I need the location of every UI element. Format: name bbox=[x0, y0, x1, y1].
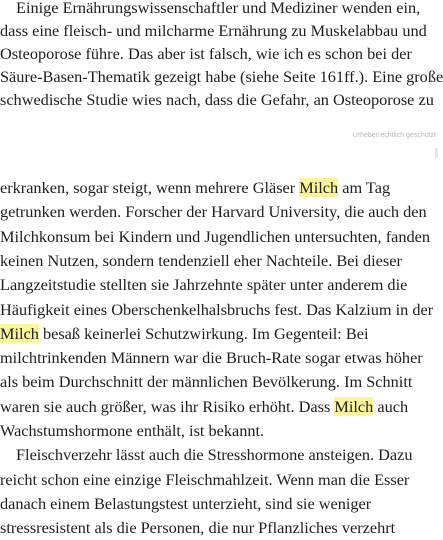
text-line: stressresistent als die Personen, die nur Pflanzliches verzehrt bbox=[0, 518, 396, 538]
page-gap bbox=[0, 150, 438, 176]
bottom-page bbox=[0, 176, 438, 538]
text-line: reicht schon eine einzige Fleischmahlzeit. Wenn man die Esser bbox=[0, 469, 410, 489]
highlighted-word[interactable]: Milch bbox=[334, 396, 374, 416]
highlighted-word[interactable]: Milch bbox=[299, 178, 339, 197]
text-line: Milchkonsum bei Kindern und Jugendlichen untersuchten, fanden bbox=[0, 226, 430, 246]
top-page bbox=[0, 0, 443, 150]
text-line: Einige Ernährungswissenschaftler und Mediziner wenden ein, bbox=[16, 0, 421, 17]
text-line bbox=[0, 395, 408, 419]
text-line: getrunken werden. Forscher der Harvard University, die auch den bbox=[0, 202, 427, 222]
text-line: dass eine fleisch- und milcharme Ernährung zu Muskelabbau und bbox=[0, 21, 427, 40]
text-segment: besaß keinerlei Schutzwirkung. Im Gegenteil: Bei bbox=[38, 323, 369, 343]
text-line: danach einem Belastungstest unterzieht, sind sie weniger bbox=[0, 493, 372, 513]
text-segment: waren sie auch größer, was ihr Risiko erhöht. Dass bbox=[0, 396, 335, 416]
copyright-watermark: Urheberrechtlich geschützt bbox=[352, 132, 436, 139]
text-line bbox=[0, 176, 390, 200]
text-line: Säure-Basen-Thematik gezeigt habe (siehe Seite 161ff.). Eine große bbox=[0, 67, 443, 86]
text-line bbox=[0, 322, 369, 346]
text-line: Osteoporose führe. Das aber ist falsch, wie ich es schon bei der bbox=[0, 44, 412, 63]
highlighted-word[interactable]: Milch bbox=[0, 323, 39, 343]
text-line: Wachstumshormone enthält, ist bekannt. bbox=[0, 421, 265, 440]
text-line: Langzeitstudie stellten sie Jahrzehnte später unter anderem die bbox=[0, 275, 408, 295]
text-line: als beim Durchschnitt der männlichen Bevölkerung. Im Schnitt bbox=[0, 372, 413, 392]
text-line: Häufigkeit eines Oberschenkelhalsbruchs fest. Das Kalzium in der bbox=[0, 299, 434, 319]
page-edge-divider bbox=[435, 148, 438, 158]
text-line: schwedische Studie wies nach, dass die Gefahr, an Osteoporose zu bbox=[0, 90, 434, 109]
text-line: keinen Nutzen, sondern tendenziell eher Nachteile. Bei dieser bbox=[0, 250, 402, 270]
text-line: milchtrinkenden Männern war die Bruch-Rate sogar etwas höher bbox=[0, 348, 423, 368]
text-segment: erkranken, sogar steigt, wenn mehrere Gläser bbox=[0, 178, 300, 197]
text-line: Fleischverzehr lässt auch die Stresshormone ansteigen. Dazu bbox=[16, 445, 413, 465]
text-segment: auch bbox=[373, 396, 409, 416]
text-segment: am Tag bbox=[338, 178, 391, 197]
